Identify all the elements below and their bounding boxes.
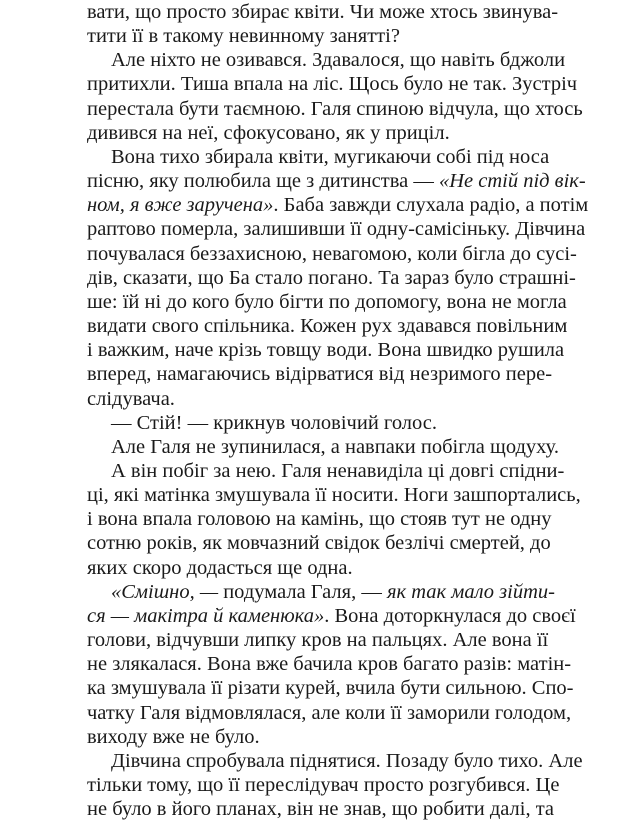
text-line: чатку Галя відмовлялася, але коли її заморили голодом,	[87, 701, 572, 724]
text-line: виходу вже не було.	[87, 725, 260, 748]
italic-quote: «Смішно, —	[111, 580, 224, 603]
text-line	[87, 604, 576, 628]
italic-quote: ном, я вже заручена»	[87, 194, 274, 217]
text-run: . Баба завжди слухала радіо, а потім	[273, 194, 589, 217]
text-line: А він побіг за нею. Галя ненавиділа ці довгі спідни-	[111, 459, 565, 482]
text-line: Дівчина спробувала піднятися. Позаду було тихо. Але	[111, 749, 583, 772]
text-line: тільки тому, що її переслідувач просто розгубився. Це	[87, 774, 560, 796]
text-line: Але Галя не зупинилася, а навпаки побігла щодуху.	[111, 435, 559, 458]
text-run: . Вона доторкнулася до своєї	[324, 604, 576, 627]
text-line: ка змушувала її різати курей, вчила бути сильною. Спо-	[87, 677, 574, 700]
italic-quote: як так мало зійти-	[386, 580, 555, 603]
text-line: тити її в такому невинному занятті?	[87, 25, 400, 48]
text-line: — Стій! — крикнув чоловічий голос.	[111, 411, 438, 434]
italic-quote: «Не стій під вік-	[438, 170, 586, 193]
text-run: подумала Галя, —	[223, 580, 387, 603]
text-line: і вона впала головою на камінь, що стояв тут не одну	[87, 508, 552, 531]
text-line: вперед, намагаючись відірватися від незримого пере-	[87, 363, 553, 386]
text-line: не злякалася. Вона вже бачила кров багато разів: матін-	[87, 653, 572, 676]
text-line: ці, які матінка змушувала її носити. Ноги зашпортались,	[87, 484, 581, 507]
text-line: і важким, наче крізь товщу води. Вона швидко рушила	[87, 339, 565, 362]
text-line	[87, 580, 555, 604]
text-line: раптово померла, залишивши її одну-самісіньку. Дівчина	[87, 218, 586, 241]
text-line: почувалася беззахисною, невагомою, коли бігла до сусі-	[87, 242, 577, 265]
text-line: ше: їй ні до кого було бігти по допомогу, вона не могла	[87, 290, 567, 313]
italic-quote: ся — макітра й каменюка»	[87, 604, 325, 627]
text-line	[87, 193, 589, 217]
text-line: Вона тихо збирала квіти, мугикаючи собі під носа	[111, 145, 550, 168]
text-line: вати, що просто збирає квіти. Чи може хтось звинува-	[87, 1, 559, 23]
text-line	[87, 169, 586, 193]
text-line: сотню років, як мовчазний свідок безлічі смертей, до	[87, 532, 551, 555]
text-line: дивився на неї, сфокусовано, як у приціл.	[87, 121, 450, 144]
text-line: видати свого спільника. Кожен рух здавався повільним	[87, 315, 568, 338]
text-line: Але ніхто не озивався. Здавалося, що навіть бджоли	[111, 49, 566, 72]
text-line: яких скоро додасться ще одна.	[87, 556, 353, 579]
text-line: перестала бути таємною. Галя спиною відчула, що хтось	[87, 97, 583, 120]
text-line: слідувача.	[87, 387, 175, 410]
text-line: голови, відчувши липку кров на пальцях. Але вона її	[87, 629, 549, 652]
text-run: пісню, яку полюбила ще з дитинства —	[87, 170, 439, 193]
book-page	[87, 0, 589, 821]
text-line: притихли. Тиша впала на ліс. Щось було не так. Зустріч	[87, 73, 578, 96]
text-line: не було в його планах, він не знав, що робити далі, та	[87, 798, 555, 821]
text-line: дів, сказати, що Ба стало погано. Та зараз було страшні-	[87, 266, 576, 289]
